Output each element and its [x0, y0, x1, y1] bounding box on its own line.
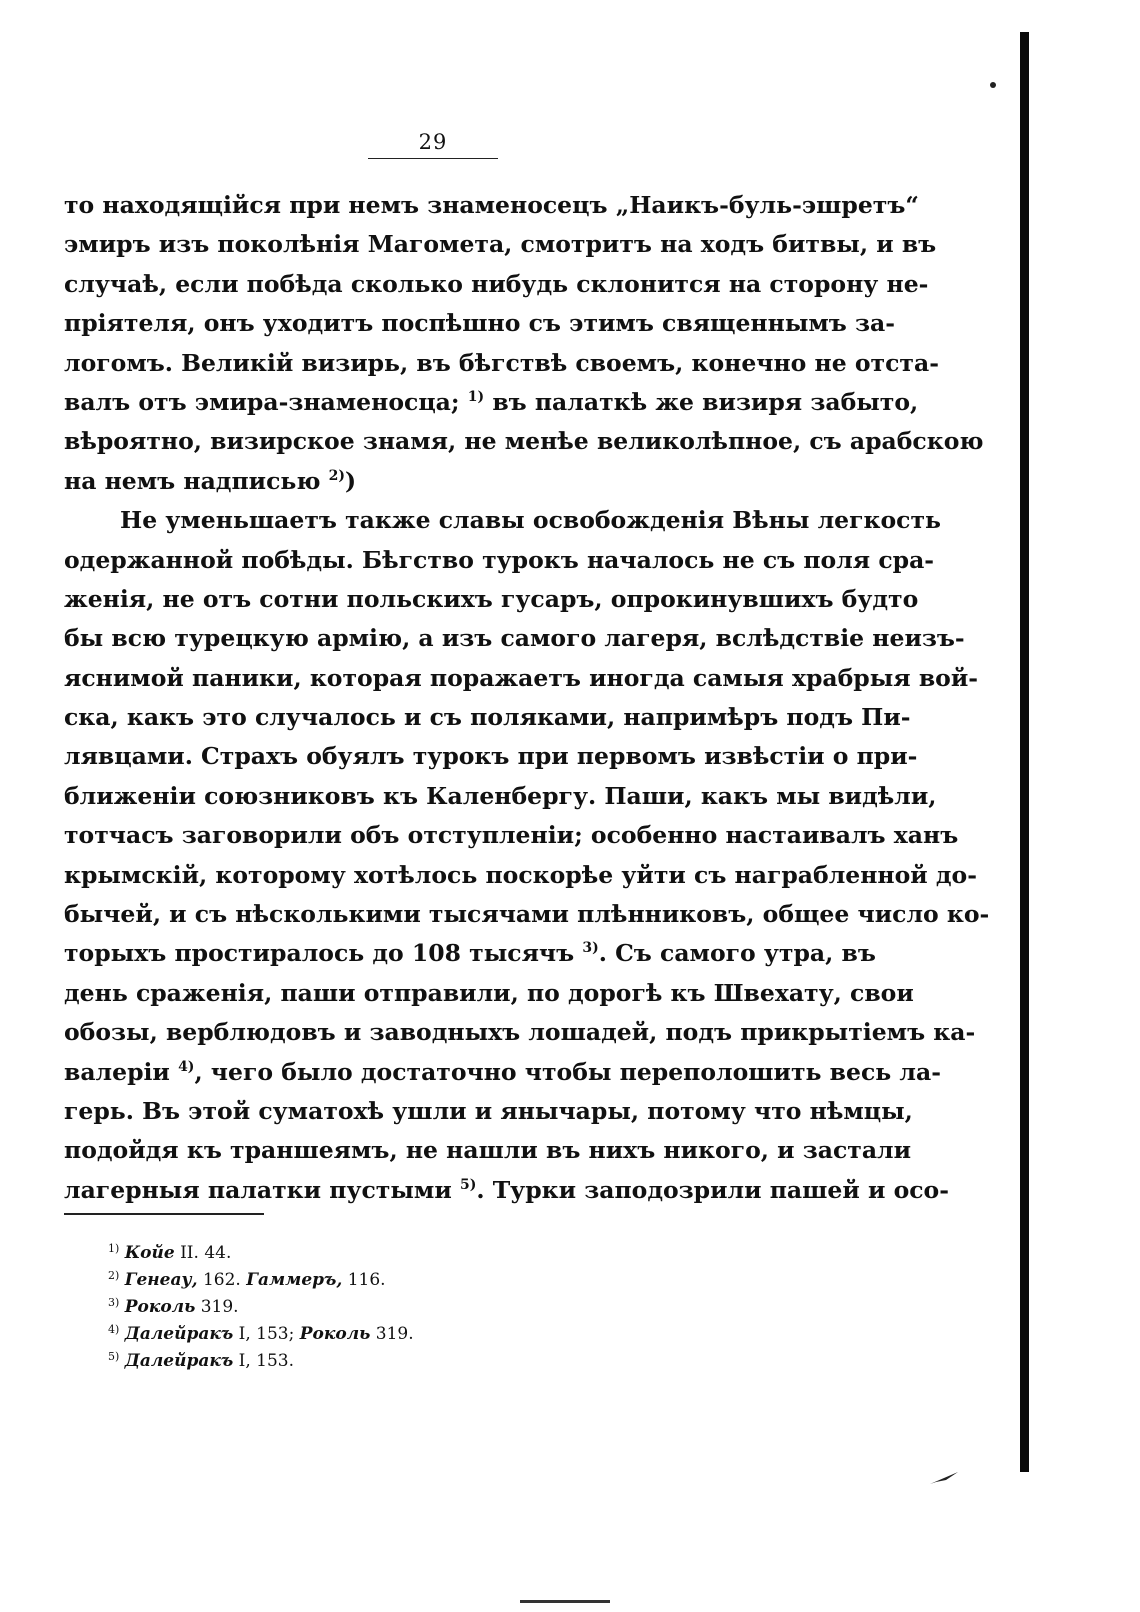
text-line — [64, 1053, 941, 1092]
footnote-4 — [108, 1321, 708, 1348]
footnote-number: 5) — [108, 1350, 120, 1363]
footnote-author: Далейракъ — [124, 1351, 234, 1371]
text-segment: валъ отъ эмира-знаменосца; — [64, 387, 460, 416]
text-segment: валеріи — [64, 1057, 170, 1086]
text-line: то находящійся при немъ знаменосецъ „Наикъ-буль-эшретъ“ — [64, 191, 919, 219]
text-line: пріятеля, онъ уходитъ поспѣшно съ этимъ священнымъ за- — [64, 309, 895, 338]
text-segment: . Съ самого утра, въ — [598, 939, 876, 968]
text-segment: , чего было достаточно чтобы переполошить весь ла- — [194, 1057, 941, 1086]
text-line: ска, какъ это случалось и съ поляками, напримѣръ подъ Пи- — [64, 703, 911, 732]
page-number: 29 — [418, 130, 448, 154]
paragraph-start-line: Не уменьшаетъ также славы освобожденія Вѣны легкость — [120, 506, 941, 535]
footnote-author: Генеау, — [124, 1270, 198, 1290]
text-line: герь. Въ этой суматохѣ ушли и янычары, потому что нѣмцы, — [64, 1096, 913, 1125]
text-line: одержанной побѣды. Бѣгство турокъ началось не съ поля сра- — [64, 545, 935, 574]
footnote-reference-2: 116. — [347, 1270, 386, 1290]
text-segment: въ палаткѣ же визиря забыто, — [484, 387, 919, 416]
footnote-author: Койе — [124, 1243, 175, 1263]
footnote-reference: 162. — [202, 1270, 241, 1290]
text-line — [64, 383, 919, 422]
text-line: лявцами. Страхъ обуялъ турокъ при первомъ извѣстіи о при- — [64, 742, 918, 771]
text-line: ближеніи союзниковъ къ Каленбергу. Паши, какъ мы видѣли, — [64, 781, 937, 810]
text-segment: лагерныя палатки пустыми — [64, 1175, 452, 1204]
footnote-2 — [108, 1267, 708, 1294]
footnote-reference: I, 153. — [238, 1351, 295, 1371]
text-line: эмиръ изъ поколѣнія Магомета, смотритъ на ходъ битвы, и въ — [64, 230, 937, 259]
text-line: крымскій, которому хотѣлось поскорѣе уйти съ награбленной до- — [64, 860, 977, 889]
footnote-author-2: Роколь — [299, 1324, 371, 1344]
footnote-author: Роколь — [124, 1297, 196, 1317]
text-segment: . Турки заподозрили пашей и осо- — [476, 1175, 949, 1204]
text-segment: торыхъ простиралось до 108 тысячъ — [64, 939, 575, 968]
body-text — [64, 186, 990, 1210]
footnote-separator — [64, 1213, 264, 1215]
scan-speck — [990, 82, 996, 88]
footnote-ref-5: 5) — [459, 1176, 477, 1193]
text-line: подойдя къ траншеямъ, не нашли въ нихъ никого, и застали — [64, 1136, 912, 1165]
text-line — [64, 1171, 949, 1210]
footnote-ref-1: 1) — [467, 388, 485, 405]
binding-edge-rule — [1020, 32, 1029, 1472]
footnote-ref-3: 3) — [582, 940, 599, 957]
footnote-reference: I, 153; — [238, 1324, 295, 1344]
footnote-number: 1) — [108, 1242, 120, 1255]
scan-edge-mark — [520, 1600, 610, 1603]
text-line: логомъ. Великій визирь, въ бѣгствѣ своемъ, конечно не отста- — [64, 348, 939, 377]
footnote-author-2: Гаммеръ, — [246, 1270, 343, 1290]
text-line — [64, 462, 794, 501]
text-line: вѣроятно, визирское знамя, не менѣе великолѣпное, съ арабскою — [64, 427, 984, 456]
footnote-ref-4: 4) — [178, 1058, 195, 1075]
footnote-number: 2) — [108, 1269, 120, 1282]
footnote-author: Далейракъ — [124, 1324, 234, 1344]
text-line: тотчасъ заговорили объ отступленіи; особенно настаивалъ ханъ — [64, 821, 959, 850]
footnote-5 — [108, 1348, 708, 1375]
pencil-mark-icon — [928, 1470, 960, 1486]
footnotes — [108, 1240, 708, 1375]
footnote-3 — [108, 1294, 708, 1321]
footnote-number: 3) — [108, 1296, 120, 1309]
text-line — [64, 934, 876, 973]
text-line: случаѣ, если побѣда сколько нибудь склонится на сторону не- — [64, 269, 929, 298]
text-line: обозы, верблюдовъ и заводныхъ лошадей, подъ прикрытіемъ ка- — [64, 1018, 976, 1047]
page-number-underline — [368, 158, 498, 159]
footnote-reference-2: 319. — [375, 1324, 414, 1344]
footnote-reference: 319. — [200, 1297, 239, 1317]
footnote-1 — [108, 1240, 708, 1267]
text-line: бычей, и съ нѣсколькими тысячами плѣнниковъ, общее число ко- — [64, 900, 990, 929]
footnote-number: 4) — [108, 1323, 120, 1336]
footnote-reference: II. 44. — [180, 1243, 232, 1263]
text-segment: на немъ надписью — [64, 466, 321, 495]
text-line: женія, не отъ сотни польскихъ гусаръ, опрокинувшихъ будто — [64, 584, 919, 613]
closing-parenthesis: ) — [345, 466, 357, 495]
text-line: бы всю турецкую армію, а изъ самого лагеря, вслѣдствіе неизъ- — [64, 624, 965, 653]
text-line: яснимой паники, которая поражаетъ иногда самыя храбрыя вой- — [64, 663, 978, 692]
footnote-ref-2: 2) — [328, 467, 346, 484]
text-line: день сраженія, паши отправили, по дорогѣ къ Швехату, свои — [64, 978, 914, 1007]
